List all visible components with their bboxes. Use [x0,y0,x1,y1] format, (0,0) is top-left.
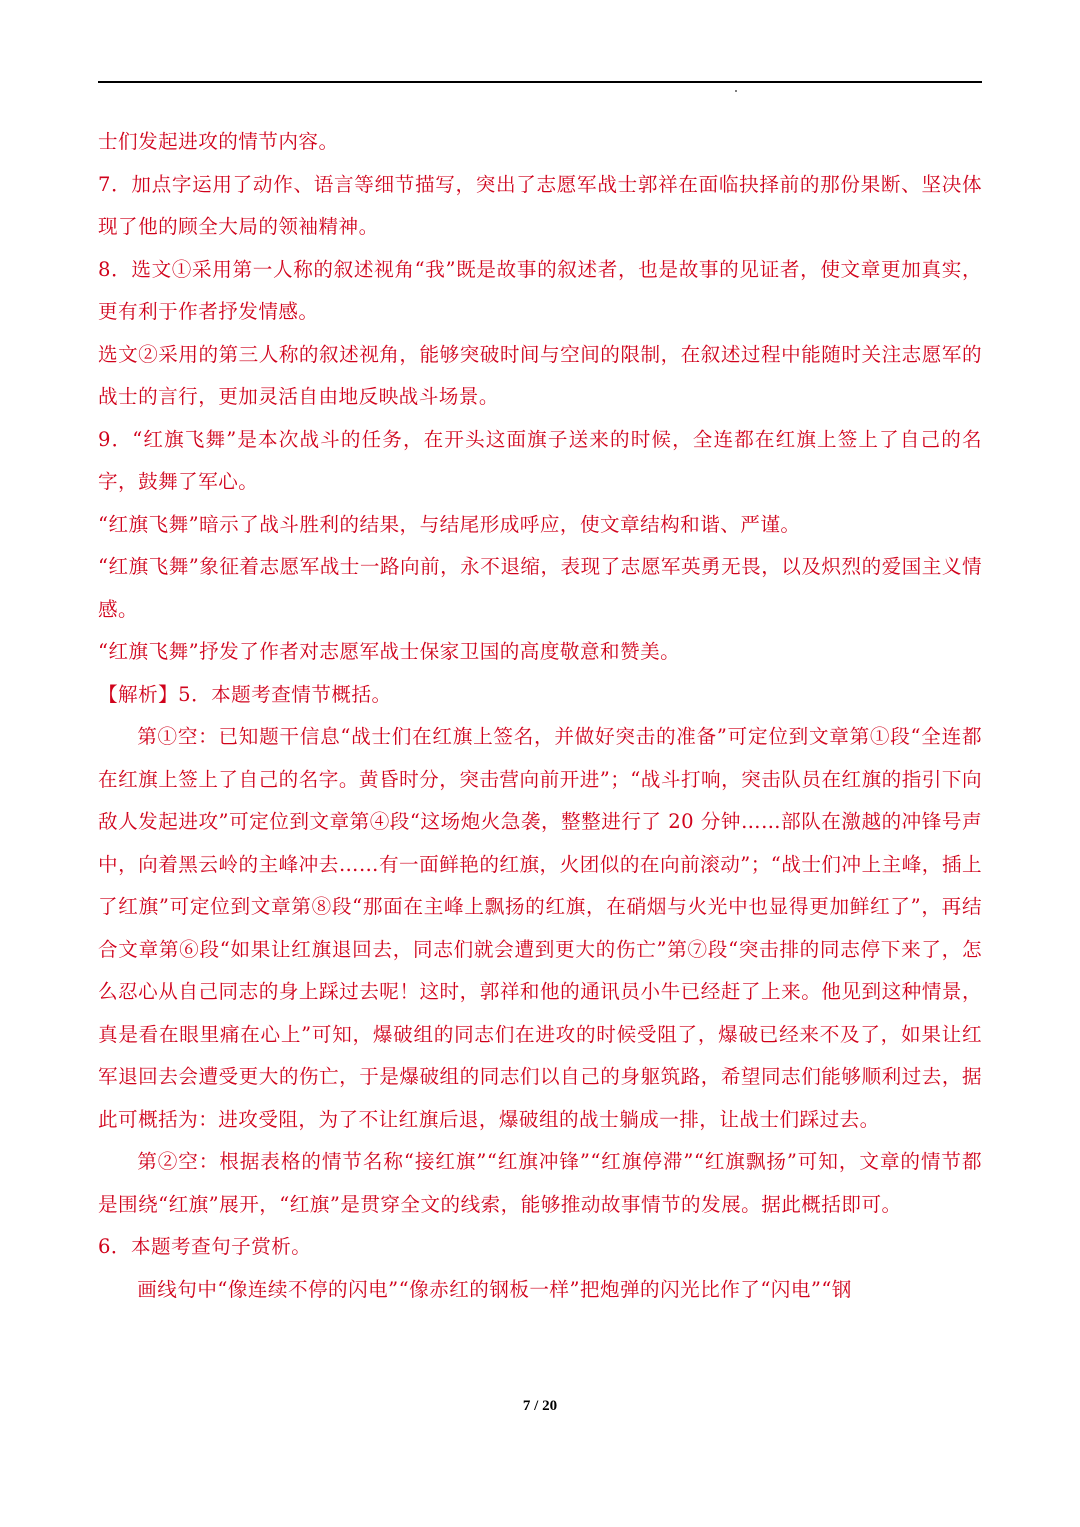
paragraph: 第②空：根据表格的情节名称“接红旗”“红旗冲锋”“红旗停滞”“红旗飘扬”可知，文章的情节都是围绕“红旗”展开，“红旗”是贯穿全文的线索，能够推动故事情节的发展。据此概括即可。 [98,1150,982,1216]
paragraph: 第①空：已知题干信息“战士们在红旗上签名，并做好突击的准备”可定位到文章第①段“全连都在红旗上签上了自己的名字。黄昏时分，突击营向前开进”；“战斗打响，突击队员在红旗的指引下向敌人发起进攻”可定位到文章第④段“这场炮火急袭，整整进行了 20 分钟……部队在激越的冲锋号声中，向着黑云岭的主峰冲去……有一面鲜艳的红旗，火团似的在向前滚动”；“战士们冲上主峰，插上了红旗”可定位到文章第⑧段“那面在主峰上飘扬的红旗，在硝烟与火光中也显得更加鲜红了”，再结合文章第⑥段“如果让红旗退回去，同志们就会遭到更大的伤亡”第⑦段“突击排的同志停下来了，怎么忍心从自己同志的身上踩过去呢！这时，郭祥和他的通讯员小牛已经赶了上来。他见到这种情景，真是看在眼里痛在心上”可知，爆破组的同志们在进攻的时候受阻了，爆破已经来不及了，如果让红军退回去会遭受更大的伤亡，于是爆破组的同志们以自己的身躯筑路，希望同志们能够顺利过去，据此可概括为：进攻受阻，为了不让红旗后退，爆破组的战士躺成一排，让战士们踩过去。 [98,725,982,1131]
paragraph: 9．“红旗飞舞”是本次战斗的任务，在开头这面旗子送来的时候，全连都在红旗上签上了自己的名字，鼓舞了军心。 [98,427,982,493]
analysis-heading: 【解析】5．本题考查情节概括。 [98,682,392,706]
paragraph: 8．选文①采用第一人称的叙述视角“我”既是故事的叙述者，也是故事的见证者，使文章更加真实，更有利于作者抒发情感。 [98,257,982,323]
paragraph: 选文②采用的第三人称的叙述视角，能够突破时间与空间的限制，在叙述过程中能随时关注志愿军的战士的言行，更加灵活自由地反映战斗场景。 [98,342,982,408]
paragraph: 6．本题考查句子赏析。 [98,1235,312,1258]
paragraph: “红旗飞舞”暗示了战斗胜利的结果，与结尾形成呼应，使文章结构和谐、严谨。 [98,512,801,536]
header-rule [98,81,982,83]
answer-content [98,121,982,1311]
paragraph: 7．加点字运用了动作、语言等细节描写，突出了志愿军战士郭祥在面临抉择前的那份果断、坚决体现了他的顾全大局的领袖精神。 [98,172,982,238]
header-dot [735,90,737,92]
paragraph: 画线句中“像连续不停的闪电”“像赤红的钢板一样”把炮弹的闪光比作了“闪电”“钢 [137,1277,852,1301]
page-number: 7 / 20 [522,1398,558,1414]
paragraph: “红旗飞舞”抒发了作者对志愿军战士保家卫国的高度敬意和赞美。 [98,640,681,663]
paragraph: “红旗飞舞”象征着志愿军战士一路向前，永不退缩，表现了志愿军英勇无畏，以及炽烈的爱国主义情感。 [98,555,982,621]
paragraph: 士们发起进攻的情节内容。 [98,130,339,153]
